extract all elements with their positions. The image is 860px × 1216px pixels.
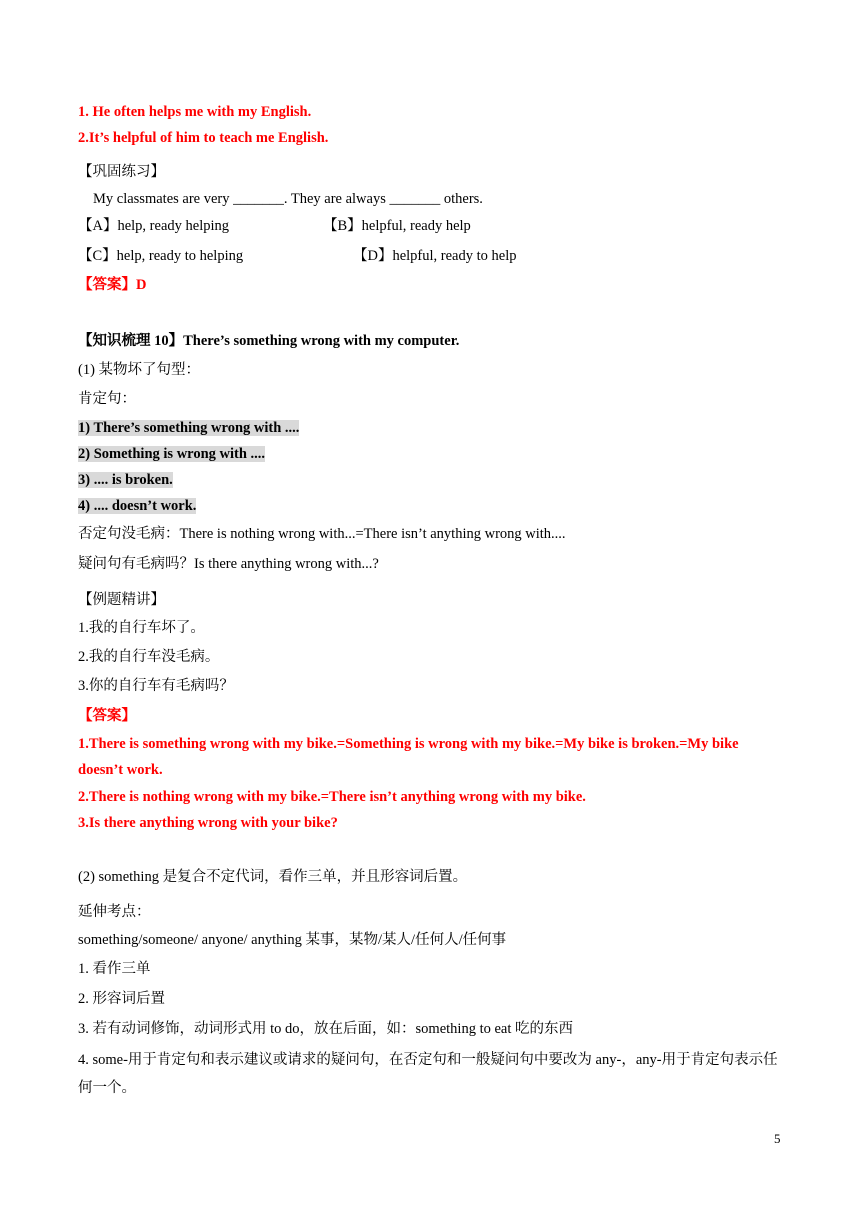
example-answer-3: 3.Is there anything wrong with your bike? xyxy=(78,815,338,831)
examples-answer-label: 【答案】 xyxy=(78,708,136,724)
pattern-4 xyxy=(78,497,196,515)
answer-line-2: 2.It’s helpful of him to teach me English. xyxy=(78,130,329,146)
knowledge-heading-text: There’s something wrong with my computer. xyxy=(183,333,460,349)
knowledge-heading xyxy=(78,332,459,350)
point-4: 4. some-用于肯定句和表示建议或请求的疑问句，在否定句和一般疑问句中要改为 any-，any-用于肯定句表示任何一个。 xyxy=(78,1052,778,1096)
pattern-3-text: 3) .... is broken. xyxy=(78,472,173,488)
knowledge-heading-prefix: 【知识梳理 10】 xyxy=(78,333,184,349)
example-answer-1: 1.There is something wrong with my bike.=Something is wrong with my bike.=My bike is broken.=My bike doesn’t work. xyxy=(78,736,739,778)
option-c: 【C】help, ready to helping xyxy=(78,248,244,264)
example-3: 3.你的自行车有毛病吗？ xyxy=(78,678,234,694)
affirmative-label: 肯定句： xyxy=(78,391,136,407)
word-list: something/someone/ anyone/ anything 某事，某物/某人/任何人/任何事 xyxy=(78,932,507,948)
practice-answer: 【答案】D xyxy=(78,277,147,293)
point-1: 1. 看作三单 xyxy=(78,961,151,977)
example-1: 1.我的自行车坏了。 xyxy=(78,620,205,636)
example-answer-2: 2.There is nothing wrong with my bike.=There isn’t anything wrong with my bike. xyxy=(78,789,586,805)
option-b: 【B】helpful, ready help xyxy=(323,218,471,234)
point-2: 2. 形容词后置 xyxy=(78,991,165,1007)
part2-intro: (2) something 是复合不定代词，看作三单，并且形容词后置。 xyxy=(78,869,468,885)
pattern-3 xyxy=(78,471,173,489)
pattern-2-text: 2) Something is wrong with .... xyxy=(78,446,266,462)
practice-question: My classmates are very _______. They are always _______ others. xyxy=(93,191,483,207)
question-sentence: 疑问句有毛病吗？Is there anything wrong with...? xyxy=(78,556,379,572)
pattern-4-text: 4) .... doesn’t work. xyxy=(78,498,197,514)
practice-heading: 【巩固练习】 xyxy=(78,164,165,180)
examples-heading: 【例题精讲】 xyxy=(78,592,165,608)
pattern-1-text: 1) There’s something wrong with .... xyxy=(78,420,300,436)
option-d: 【D】helpful, ready to help xyxy=(353,248,517,264)
answer-line-1: 1. He often helps me with my English. xyxy=(78,104,312,120)
pattern-2 xyxy=(78,445,265,463)
pattern-1 xyxy=(78,419,299,437)
page-number: 5 xyxy=(774,1131,781,1146)
negative-sentence: 否定句没毛病：There is nothing wrong with...=There isn’t anything wrong with.... xyxy=(78,526,566,542)
pattern-label: (1) 某物坏了句型： xyxy=(78,362,201,378)
example-2: 2.我的自行车没毛病。 xyxy=(78,649,220,665)
point-3: 3. 若有动词修饰，动词形式用 to do，放在后面，如：something to eat 吃的东西 xyxy=(78,1021,573,1037)
extend-label: 延伸考点： xyxy=(78,904,151,920)
option-a: 【A】help, ready helping xyxy=(78,218,230,234)
